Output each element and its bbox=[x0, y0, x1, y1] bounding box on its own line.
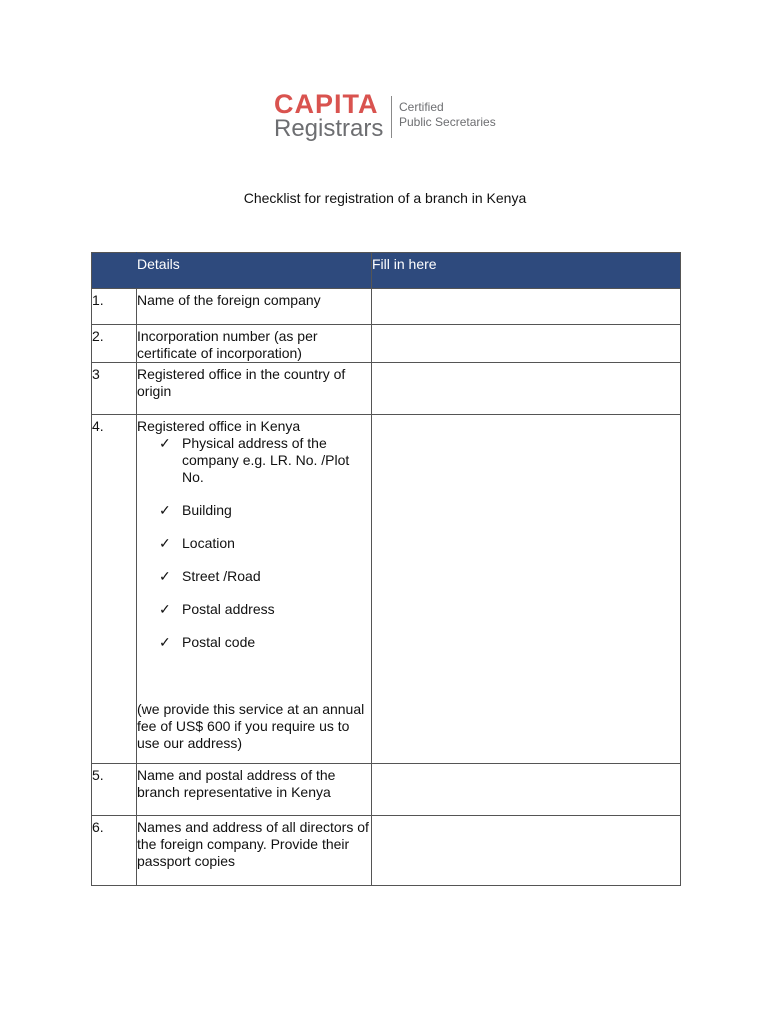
checkmark-icon: ✓ bbox=[159, 601, 171, 617]
header-fill-in-here: Fill in here bbox=[372, 253, 681, 289]
logo-tagline-certified: Certified bbox=[399, 100, 444, 114]
list-item: ✓ Building bbox=[159, 502, 232, 518]
checkmark-icon: ✓ bbox=[159, 634, 171, 650]
list-item: ✓ Postal code bbox=[159, 634, 256, 650]
header-number-cell bbox=[92, 253, 137, 289]
fill-in-cell-3[interactable] bbox=[372, 363, 681, 415]
fill-in-cell-5[interactable] bbox=[372, 764, 681, 816]
list-item: ✓ Postal address bbox=[159, 601, 275, 617]
checkmark-icon: ✓ bbox=[159, 568, 171, 584]
fill-in-cell-2[interactable] bbox=[372, 325, 681, 363]
list-item: ✓ Physical address of the company e.g. LR. No. /Plot No. bbox=[159, 435, 350, 485]
row-number: 2. bbox=[92, 328, 104, 344]
fill-in-cell-4[interactable] bbox=[372, 415, 681, 764]
checkmark-icon: ✓ bbox=[159, 535, 171, 551]
header-details: Details bbox=[137, 253, 372, 289]
row-details: Name and postal address of the branch representative in Kenya bbox=[137, 767, 336, 800]
row-details: Incorporation number (as per certificate of incorporation) bbox=[137, 328, 318, 361]
table-row-6 bbox=[92, 816, 681, 886]
list-item: ✓ Street /Road bbox=[159, 568, 261, 584]
registered-office-subitems bbox=[137, 435, 371, 651]
row-number: 4. bbox=[92, 418, 104, 434]
checkmark-icon: ✓ bbox=[159, 502, 171, 518]
logo-tagline-public-secretaries: Public Secretaries bbox=[399, 115, 496, 129]
row-details: Name of the foreign company bbox=[137, 292, 321, 308]
table-header-row bbox=[92, 253, 681, 289]
checkmark-icon: ✓ bbox=[159, 435, 171, 451]
table-row-1 bbox=[92, 289, 681, 325]
logo-divider bbox=[391, 96, 392, 138]
logo-brand-registrars: Registrars bbox=[274, 115, 384, 142]
fill-in-cell-1[interactable] bbox=[372, 289, 681, 325]
document-title: Checklist for registration of a branch in Kenya bbox=[243, 190, 527, 206]
table-row-3 bbox=[92, 363, 681, 415]
row-details: Registered office in Kenya bbox=[137, 418, 301, 434]
list-item: ✓ Location bbox=[159, 535, 235, 551]
row-details: Names and address of all directors of the foreign company. Provide their passport copies bbox=[137, 819, 369, 869]
logo-brand-capita: CAPITA bbox=[274, 89, 379, 119]
row-number: 5. bbox=[92, 767, 104, 783]
table-row-2 bbox=[92, 325, 681, 363]
checklist-table bbox=[91, 252, 681, 886]
row-number: 6. bbox=[92, 819, 104, 835]
row-number: 3 bbox=[92, 366, 100, 382]
row-number: 1. bbox=[92, 292, 104, 308]
table-row-4 bbox=[92, 415, 681, 764]
service-fee-note: (we provide this service at an annual fee of US$ 600 if you require us to use our address) bbox=[137, 701, 365, 751]
table-row-5 bbox=[92, 764, 681, 816]
row-details: Registered office in the country of origin bbox=[137, 366, 346, 399]
fill-in-cell-6[interactable] bbox=[372, 816, 681, 886]
